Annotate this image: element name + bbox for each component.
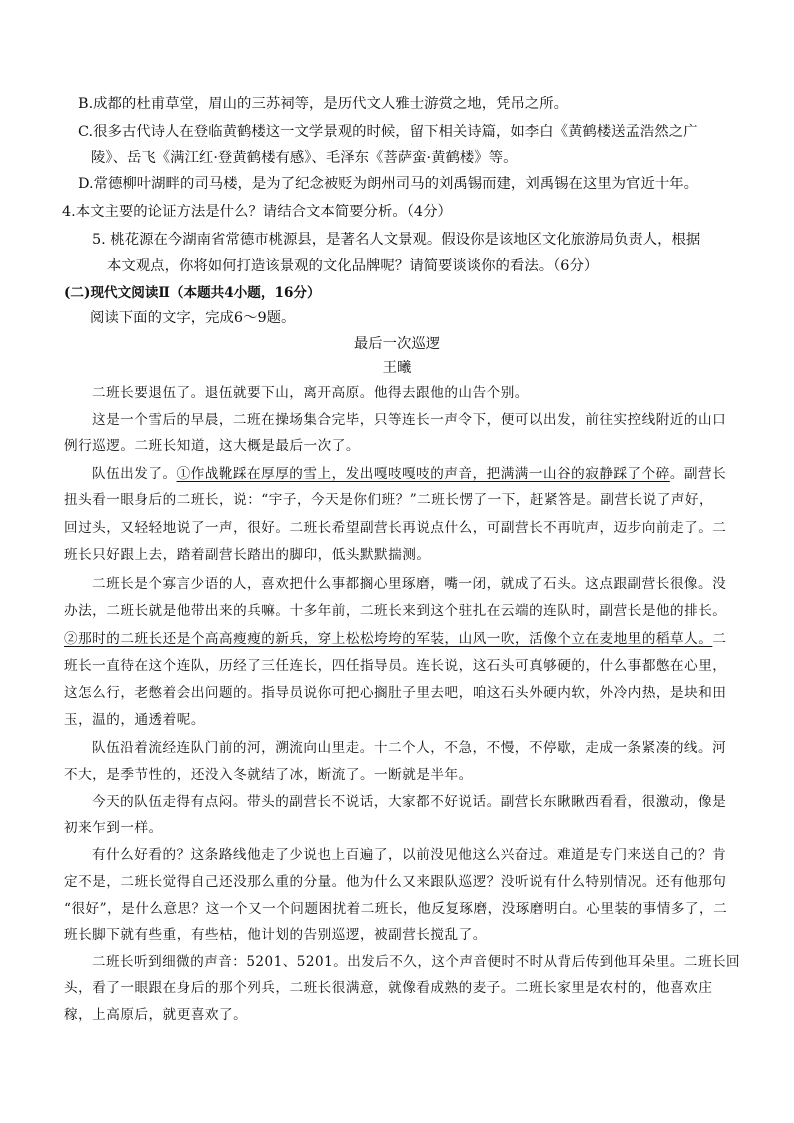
story-p7-line4: 班长脚下就有些重，有些枯，他计划的告别巡逻，被副营长搅乱了。 — [64, 927, 487, 943]
story-p7-line1: 有什么好看的？这条路线他走了少说也上百遍了，以前没见他这么兴奋过。难道是专门来送自己的？肯 — [92, 847, 727, 863]
question-5-line2: 本文观点，你将如何打造该景观的文化品牌呢？请简要谈谈你的看法。（6分） — [107, 258, 599, 274]
story-p5-line1: 队伍沿着流经连队门前的河，溯流向山里走。十二个人，不急，不慢，不停歇，走成一条紧凑的线。河 — [92, 740, 727, 756]
option-d: D.常德柳叶湖畔的司马楼，是为了纪念被贬为朗州司马的刘禹锡而建，刘禹锡在这里为官近十年。 — [78, 176, 699, 192]
story-p4-line3 — [64, 629, 726, 649]
story-p4-line1: 二班长是个寡言少语的人，喜欢把什么事都搁心里琢磨，嘴一闭，就成了石头。这点跟副营长很像。没 — [92, 576, 727, 592]
story-p1: 二班长要退伍了。退伍就要下山，离开高原。他得去跟他的山告个别。 — [92, 385, 529, 401]
story-p7-line2: 定不是，二班长觉得自己还没那么重的分量。他为什么又来跟队巡逻？没听说有什么特别情况。还有他那句 — [64, 874, 727, 890]
section-instruction: 阅读下面的文字，完成6～9题。 — [90, 310, 296, 326]
story-p6-line2: 初来乍到一样。 — [64, 820, 163, 836]
story-p3-line3: 回过头，又轻轻地说了一声，很好。二班长希望副营长再说点什么，可副营长不再吭声，迈步向前走了。二 — [64, 520, 727, 536]
story-p8-line3: 稼，上高原后，就更喜欢了。 — [64, 1007, 248, 1023]
option-c-line2: 陵》、岳飞《满江红·登黄鹤楼有感》、毛泽东《菩萨蛮·黄鹤楼》等。 — [91, 150, 518, 166]
underlined-sentence-1: ①作战靴踩在厚厚的雪上，发出嘎吱嘎吱的声音，把满满一山谷的寂静踩了个碎 — [176, 466, 670, 482]
story-p3-line2: 扭头看一眼身后的二班长，说：“宇子，今天是你们班？”二班长愣了一下，赶紧答是。副营长说了声好， — [64, 492, 714, 508]
story-p2-line1: 这是一个雪后的早晨，二班在操场集合完毕，只等连长一声令下，便可以出发，前往实控线附近的山口 — [92, 412, 727, 428]
section-heading: (二)现代文阅读Ⅱ（本题共4小题，16分） — [64, 285, 321, 301]
story-p4-line6: 玉，温的，通透着呢。 — [64, 712, 205, 728]
question-5-line1: 5. 桃花源在今湖南省常德市桃源县，是著名人文景观。假设你是该地区文化旅游局负责人，根据 — [92, 232, 701, 248]
option-b: B.成都的杜甫草堂，眉山的三苏祠等，是历代文人雅士游赏之地，凭吊之所。 — [78, 96, 569, 112]
option-c-line1: C.很多古代诗人在登临黄鹤楼这一文学景观的时候，留下相关诗篇，如李白《黄鹤楼送孟浩然之广 — [78, 124, 698, 140]
story-p4-line4: 班长一直待在这个连队，历经了三任连长，四任指导员。连长说，这石头可真够硬的，什么事都憋在心里， — [64, 658, 727, 674]
question-4: 4.本文主要的论证方法是什么？请结合文本简要分析。（4分） — [62, 204, 452, 220]
story-p2-line2: 例行巡逻。二班长知道，这大概是最后一次了。 — [64, 438, 360, 454]
underlined-sentence-2: ②那时的二班长还是个高高瘦瘦的新兵，穿上松松垮垮的军装，山风一吹，活像个立在麦地里的稻草人。 — [64, 631, 713, 647]
story-p4-line2: 办法，二班长就是他带出来的兵嘛。十多年前，二班长来到这个驻扎在云端的连队时，副营长是他的排长。 — [64, 603, 727, 619]
story-p4-line5: 这怎么行，老憋着会出问题的。指导员说你可把心搁肚子里去吧，咱这石头外硬内软，外冷内热，是块和田 — [64, 685, 727, 701]
story-p7-line3: “很好”，是什么意思？这一个又一个问题困扰着二班长，他反复琢磨，没琢磨明白。心里装的事情多了，二 — [64, 901, 728, 917]
story-p3-line1-tail: 。副营长 — [669, 466, 727, 482]
story-author: 王曦 — [382, 360, 412, 376]
story-p8-line2: 头，看了一眼跟在身后的那个列兵，二班长很满意，就像看成熟的麦子。二班长家里是农村的，他喜欢庄 — [64, 980, 713, 996]
story-p4-line3-tail: 二 — [712, 631, 727, 647]
story-p6-line1: 今天的队伍走得有点闷。带头的副营长不说话，大家都不好说话。副营长东瞅瞅西看看，很激动，像是 — [92, 794, 727, 810]
story-p8-line1: 二班长听到细微的声音：5201、5201。出发后不久，这个声音便时不时从背后传到他耳朵里。二班长回 — [92, 954, 741, 970]
story-p3-line1-lead: 队伍出发了。 — [92, 466, 177, 482]
story-p5-line2: 不大，是季节性的，还没入冬就结了冰，断流了。一断就是半年。 — [64, 767, 473, 783]
story-p3-line1 — [92, 464, 726, 484]
story-p3-line4: 班长只好跟上去，踏着副营长踏出的脚印，低头默默揣测。 — [64, 547, 431, 563]
story-title: 最后一次巡逻 — [353, 336, 441, 352]
